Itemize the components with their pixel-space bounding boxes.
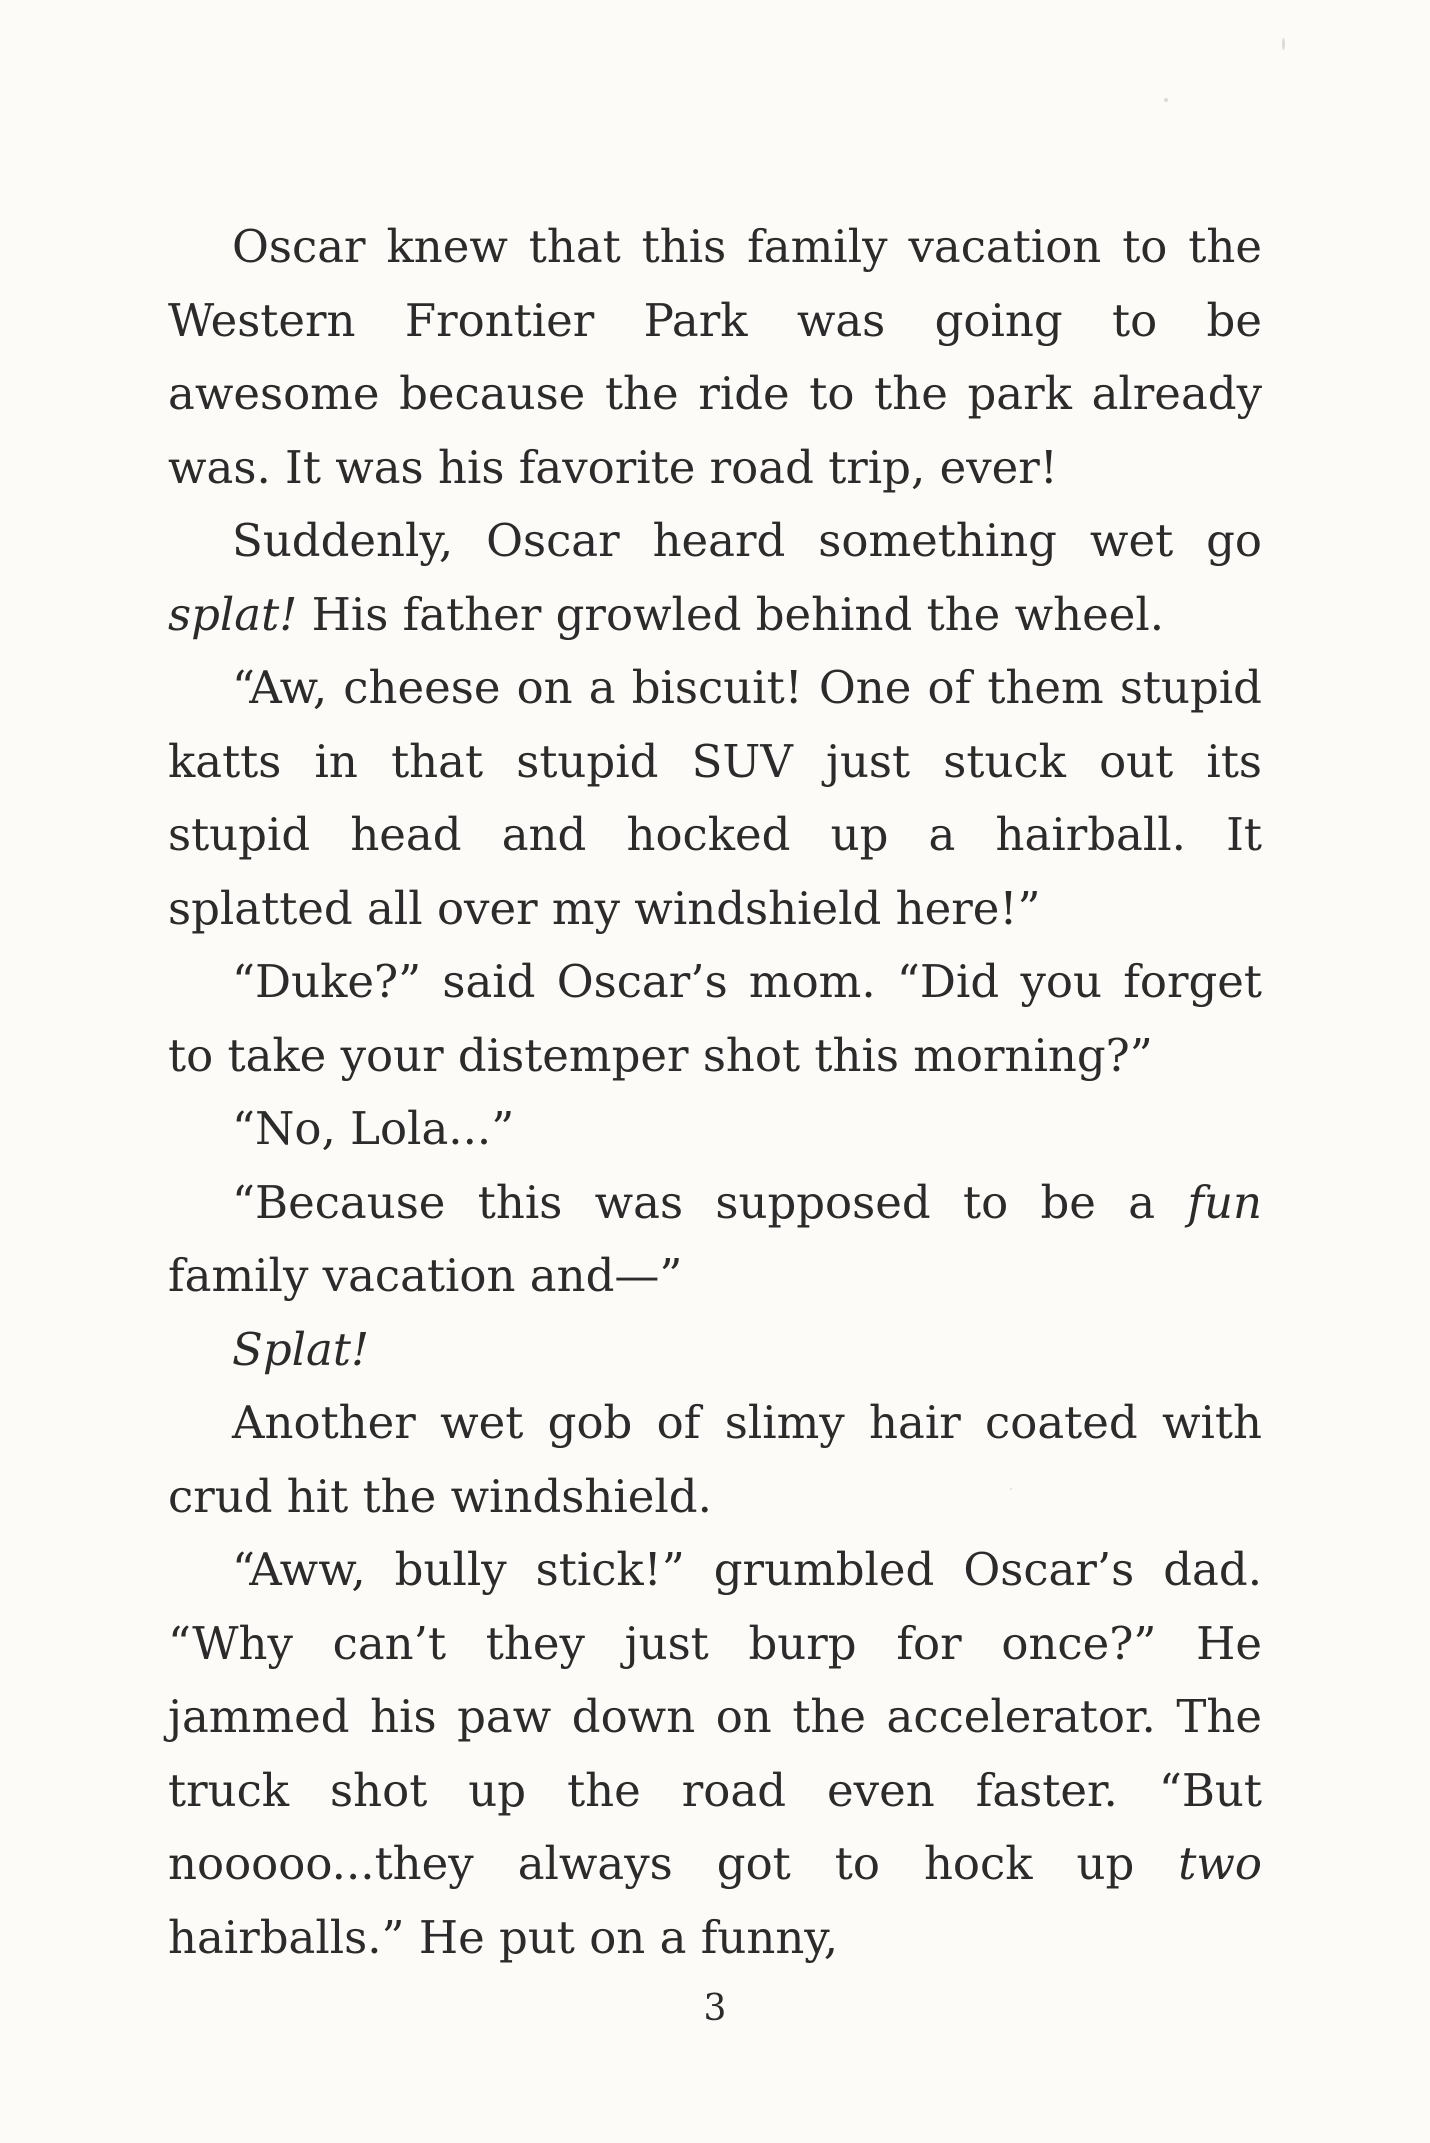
text-run: family vacation and—” xyxy=(168,1249,683,1302)
paragraph xyxy=(168,504,1262,651)
text-run: Suddenly, Oscar heard something wet go xyxy=(232,514,1262,567)
paper-speck xyxy=(1164,98,1168,102)
paragraph xyxy=(168,1166,1262,1313)
text-run: hairballs.” He put on a funny, xyxy=(168,1910,839,1964)
text-run: “Aww, bully stick!” grumbled Oscar’s dad. “Why can’t they just burp for once?” He jammed his paw down on the accelerator. The truck shot up the road even faster. “But nooooo...they always got to hock up xyxy=(168,1543,1262,1890)
text-run: Another wet gob of slimy hair coated with crud hit the windshield. xyxy=(168,1396,1262,1523)
paragraph xyxy=(168,1386,1262,1533)
body-text xyxy=(168,210,1262,1974)
page-number: 3 xyxy=(703,1988,727,2029)
paragraph xyxy=(168,651,1262,945)
text-run: “Because this was supposed to be a xyxy=(232,1175,1188,1229)
text-run: “Aw, cheese on a biscuit! One of them stupid katts in that stupid SUV just stuck out its stupid head and hocked up a hairball. It splatted all over my windshield here!” xyxy=(168,661,1262,935)
paragraph xyxy=(168,1092,1262,1166)
paragraph xyxy=(168,1533,1262,1974)
italic-text-run: two xyxy=(1178,1837,1262,1890)
paragraph xyxy=(168,210,1262,504)
text-run: Oscar knew that this family vacation to the Western Frontier Park was going to be awesome because the ride to the park already was. It was his favorite road trip, ever! xyxy=(168,220,1262,494)
text-run: “Duke?” said Oscar’s mom. “Did you forget to take your distemper shot this morning?” xyxy=(168,955,1262,1082)
paragraph xyxy=(168,1313,1262,1387)
text-run: “No, Lola...” xyxy=(232,1102,515,1155)
italic-text-run: fun xyxy=(1187,1175,1262,1229)
text-run: His father growled behind the wheel. xyxy=(297,587,1165,641)
italic-text-run: Splat! xyxy=(232,1322,370,1376)
italic-text-run: splat! xyxy=(168,587,298,641)
paragraph xyxy=(168,945,1262,1092)
paper-speck xyxy=(1282,38,1285,50)
